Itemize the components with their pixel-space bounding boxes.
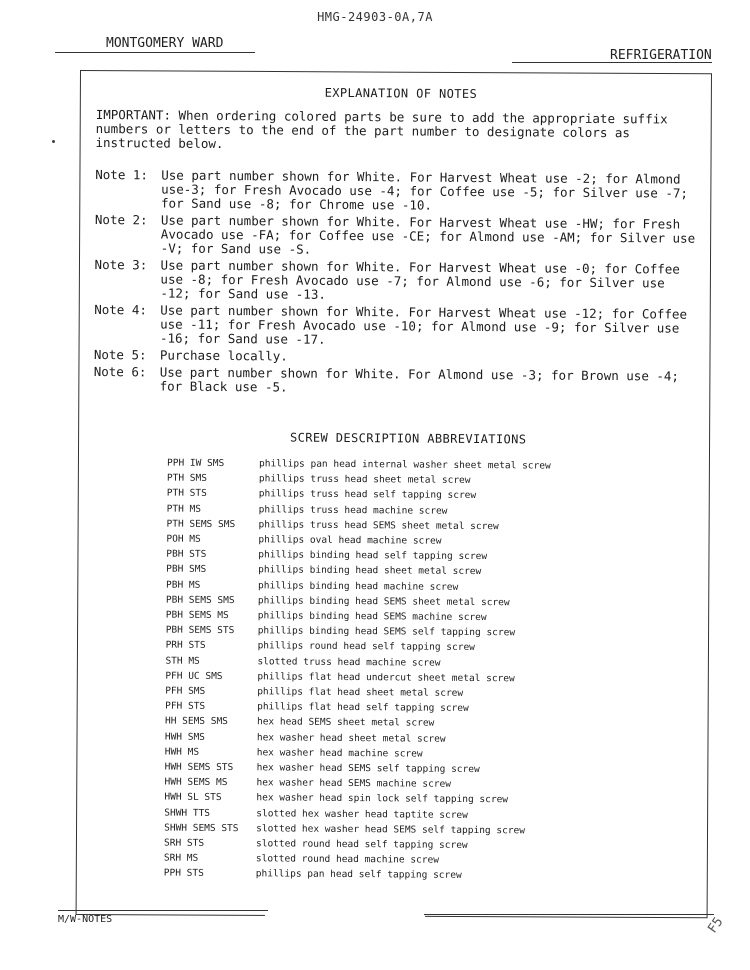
- screw-description: hex washer head SEMS machine screw: [256, 777, 452, 791]
- screw-description: phillips binding head machine screw: [258, 579, 459, 593]
- note-text: Purchase locally.: [159, 347, 288, 364]
- screw-abbreviation-list: [164, 456, 703, 886]
- screw-description: phillips binding head self tapping screw: [258, 549, 488, 563]
- screw-abbreviation: PFH STS: [165, 700, 206, 713]
- page-mark: F5: [705, 914, 727, 937]
- screw-abbreviation: PBH SEMS MS: [165, 609, 229, 622]
- screw-abbreviation: PBH SEMS SMS: [165, 594, 235, 606]
- screw-description: slotted hex washer head taptite screw: [256, 807, 468, 821]
- note-text: Use part number shown for White. For Harvest Wheat use -2; for Almond use-3; for Fresh Avocado use -4; for Coffee use -5; for Silver use -7; for Sand use -8; for Chrome use -10.: [161, 167, 689, 213]
- screw-abbreviation: PPH STS: [163, 868, 204, 880]
- screw-description: hex washer head machine screw: [256, 747, 423, 760]
- screw-abbreviation: PPH IW SMS: [166, 457, 225, 470]
- header-rule-right: [512, 62, 712, 63]
- screw-description: hex washer head sheet metal screw: [256, 731, 446, 745]
- screw-abbreviation: HWH SL STS: [164, 792, 222, 804]
- screw-abbreviation: HWH SEMS MS: [164, 776, 228, 789]
- screw-description: phillips truss head SEMS sheet metal screw: [258, 519, 499, 532]
- note-text: Use part number shown for White. For Almond use -3; for Brown use -4; for Black use -5.: [159, 364, 680, 395]
- footer-rule-left: [58, 910, 268, 911]
- screw-description: slotted truss head machine screw: [257, 655, 441, 669]
- screw-abbreviations-title: SCREW DESCRIPTION ABBREVIATIONS: [289, 430, 527, 447]
- note-text: Use part number shown for White. For Harvest Wheat use -HW; for Fresh Avocado use -FA; for Coffee use -CE; for Almond use -AM; for Silver use -V; for Sand use -S.: [160, 212, 696, 257]
- screw-description: phillips oval head machine screw: [258, 534, 442, 547]
- screw-description: phillips pan head self tapping screw: [255, 868, 462, 882]
- screw-abbreviation: SRH STS: [163, 837, 205, 849]
- screw-abbreviation: PFH SMS: [165, 685, 206, 697]
- screw-description: phillips binding head SEMS sheet metal screw: [257, 595, 510, 609]
- screw-abbreviation: SHWH TTS: [164, 807, 211, 819]
- screw-abbreviation: PTH MS: [166, 503, 202, 515]
- note-label: Note 6:: [93, 363, 147, 380]
- note-item: [95, 213, 705, 260]
- footer-rule-right: [424, 914, 714, 915]
- screw-description: phillips flat head sheet metal screw: [257, 686, 464, 699]
- screw-abbreviation: PBH STS: [166, 548, 207, 561]
- screw-abbreviation: HWH MS: [164, 746, 200, 758]
- screw-description: phillips flat head self tapping screw: [257, 701, 469, 715]
- screw-description: slotted hex washer head SEMS self tapping screw: [256, 823, 526, 837]
- footer-label: M/W-NOTES: [58, 914, 113, 925]
- note-item: [94, 258, 704, 305]
- screw-description: slotted round head self tapping screw: [255, 838, 468, 852]
- note-item: [94, 303, 704, 350]
- screw-abbreviation: PTH SMS: [166, 472, 207, 485]
- note-item: [94, 365, 704, 398]
- screw-description: phillips truss head machine screw: [258, 503, 448, 517]
- screw-description: phillips binding head SEMS self tapping screw: [257, 625, 516, 639]
- note-text: Use part number shown for White. For Harvest Wheat use -0; for Coffee use -8; for Fresh Avocado use -7; for Almond use -6; for Silver use -12; for Sand use -13.: [160, 257, 680, 302]
- screw-abbreviation: PBH SEMS STS: [165, 624, 235, 637]
- screw-description: phillips binding head SEMS machine screw: [257, 610, 487, 624]
- section-heading-refrigeration: REFRIGERATION: [610, 48, 712, 63]
- screw-abbreviation: PTH SEMS SMS: [166, 518, 236, 530]
- note-label: Note 5:: [93, 346, 147, 363]
- note-label: Note 4:: [94, 301, 147, 318]
- note-label: Note 1:: [95, 166, 149, 183]
- screw-abbreviation: PFH UC SMS: [165, 670, 223, 682]
- document-id: HMG-24903-0A,7A: [317, 10, 433, 24]
- note-item: [95, 168, 705, 215]
- screw-description: phillips truss head self tapping screw: [258, 488, 477, 502]
- scan-speck: [52, 140, 55, 143]
- screw-abbreviation: STH MS: [165, 655, 200, 667]
- screw-description: phillips truss head sheet metal screw: [258, 473, 471, 487]
- screw-description: phillips pan head internal washer sheet metal screw: [258, 458, 551, 472]
- screw-abbreviation: PBH SMS: [166, 563, 207, 576]
- notes-list: [94, 168, 706, 398]
- screw-abbreviation: POH MS: [166, 533, 201, 545]
- screw-abbreviation: PBH MS: [166, 579, 201, 591]
- screw-description: slotted round head machine screw: [255, 853, 439, 866]
- explanation-title: EXPLANATION OF NOTES: [324, 85, 478, 101]
- note-text: Use part number shown for White. For Harvest Wheat use -12; for Coffee use -11; for Fresh Avocado use -10; for Almond use -9; for Silver use -16; for Sand use -17.: [159, 302, 688, 347]
- screw-abbreviation: PRH STS: [165, 640, 206, 652]
- screw-abbreviation: SRH MS: [163, 852, 199, 865]
- screw-abbreviation: SHWH SEMS STS: [164, 822, 239, 835]
- screw-abbreviation: PTH STS: [166, 487, 207, 500]
- note-label: Note 2:: [94, 211, 148, 228]
- screw-description: hex washer head SEMS self tapping screw: [256, 762, 480, 776]
- screw-description: phillips round head self tapping screw: [257, 640, 475, 654]
- notes-content: [90, 84, 706, 885]
- brand-left-label: MONTGOMERY WARD: [106, 36, 224, 51]
- screw-description: phillips binding head sheet metal screw: [258, 564, 482, 578]
- important-paragraph: IMPORTANT: When ordering colored parts be sure to add the appropriate suffix numbers or letters to the end of the part number to designate colors as instructed below.: [95, 106, 668, 152]
- note-label: Note 3:: [94, 256, 148, 273]
- frame-gap: [265, 907, 425, 921]
- screw-description: hex washer head spin lock self tapping screw: [256, 792, 509, 806]
- screw-description: hex head SEMS sheet metal screw: [256, 716, 435, 730]
- screw-abbreviation: HH SEMS SMS: [164, 716, 228, 728]
- screw-abbreviation: HWH SEMS STS: [164, 761, 234, 774]
- screw-description: phillips flat head undercut sheet metal screw: [257, 671, 515, 685]
- header-rule-left: [55, 52, 255, 53]
- screw-abbreviation: HWH SMS: [164, 731, 205, 743]
